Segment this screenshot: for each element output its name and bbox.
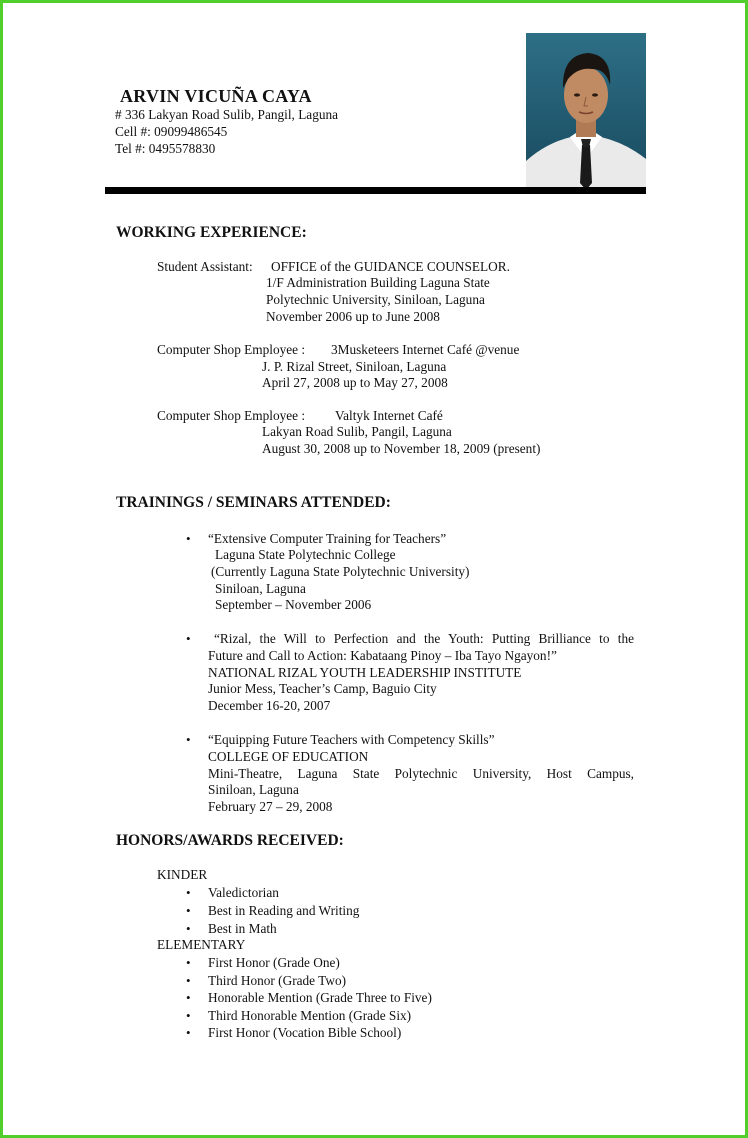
training-3-line: Mini-Theatre, Laguna State Polytechnic University, Host Campus, bbox=[208, 766, 634, 781]
training-1-line: “Extensive Computer Training for Teachers” bbox=[208, 531, 447, 546]
honor-item: First Honor (Grade One) bbox=[208, 955, 340, 970]
portrait-photo bbox=[526, 33, 646, 190]
training-3-line: “Equipping Future Teachers with Competency Skills” bbox=[208, 732, 495, 747]
training-1-line: (Currently Laguna State Polytechnic University) bbox=[211, 564, 470, 579]
work-3-line: August 30, 2008 up to November 18, 2009 (present) bbox=[262, 441, 541, 456]
bullet-icon: • bbox=[186, 903, 191, 918]
work-1-line: November 2006 up to June 2008 bbox=[266, 309, 440, 324]
work-3-line: Valtyk Internet Café bbox=[335, 408, 443, 423]
honor-item: Third Honorable Mention (Grade Six) bbox=[208, 1008, 412, 1023]
training-2-line: December 16-20, 2007 bbox=[208, 698, 331, 713]
bullet-icon: • bbox=[186, 531, 191, 546]
training-1-line: Laguna State Polytechnic College bbox=[215, 547, 396, 562]
training-3-line: February 27 – 29, 2008 bbox=[208, 799, 333, 814]
bullet-icon: • bbox=[186, 631, 191, 646]
bullet-icon: • bbox=[186, 921, 191, 936]
work-1-line: OFFICE of the GUIDANCE COUNSELOR. bbox=[271, 259, 510, 274]
honor-level-elementary: ELEMENTARY bbox=[157, 937, 246, 952]
training-2-line: “Rizal, the Will to Perfection and the Youth: Putting Brilliance to the bbox=[214, 631, 634, 646]
address-line: # 336 Lakyan Road Sulib, Pangil, Laguna bbox=[115, 107, 339, 122]
header-rule bbox=[105, 187, 646, 194]
training-1-line: September – November 2006 bbox=[215, 597, 372, 612]
bullet-icon: • bbox=[186, 1008, 191, 1023]
honor-item: First Honor (Vocation Bible School) bbox=[208, 1025, 402, 1040]
work-3-title: Computer Shop Employee : bbox=[157, 408, 306, 423]
bullet-icon: • bbox=[186, 955, 191, 970]
cell-number: Cell #: 09099486545 bbox=[115, 124, 228, 139]
bullet-icon: • bbox=[186, 1025, 191, 1040]
training-2-line: Junior Mess, Teacher’s Camp, Baguio City bbox=[208, 681, 437, 696]
training-3-line: Siniloan, Laguna bbox=[208, 782, 299, 797]
training-3-line: COLLEGE OF EDUCATION bbox=[208, 749, 369, 764]
applicant-name: ARVIN VICUÑA CAYA bbox=[120, 86, 312, 106]
work-2-line: April 27, 2008 up to May 27, 2008 bbox=[262, 375, 448, 390]
work-2-line: 3Musketeers Internet Café @venue bbox=[331, 342, 520, 357]
work-3-line: Lakyan Road Sulib, Pangil, Laguna bbox=[262, 424, 452, 439]
trainings-heading: TRAININGS / SEMINARS ATTENDED: bbox=[116, 494, 391, 511]
bullet-icon: • bbox=[186, 973, 191, 988]
honor-level-kinder: KINDER bbox=[157, 867, 208, 882]
training-2-line: NATIONAL RIZAL YOUTH LEADERSHIP INSTITUTE bbox=[208, 665, 522, 680]
working-experience-heading: WORKING EXPERIENCE: bbox=[116, 224, 307, 241]
bullet-icon: • bbox=[186, 885, 191, 900]
training-1-line: Siniloan, Laguna bbox=[215, 581, 306, 596]
honor-item: Third Honor (Grade Two) bbox=[208, 973, 347, 988]
honor-item: Best in Math bbox=[208, 921, 277, 936]
work-2-title: Computer Shop Employee : bbox=[157, 342, 306, 357]
tel-number: Tel #: 0495578830 bbox=[115, 141, 216, 156]
bullet-icon: • bbox=[186, 732, 191, 747]
work-1-line: 1/F Administration Building Laguna State bbox=[266, 275, 490, 290]
honor-item: Best in Reading and Writing bbox=[208, 903, 360, 918]
work-1-title: Student Assistant: bbox=[157, 259, 253, 274]
honor-item: Valedictorian bbox=[208, 885, 279, 900]
work-2-line: J. P. Rizal Street, Siniloan, Laguna bbox=[262, 359, 447, 374]
honors-heading: HONORS/AWARDS RECEIVED: bbox=[116, 832, 344, 849]
work-1-line: Polytechnic University, Siniloan, Laguna bbox=[266, 292, 485, 307]
bullet-icon: • bbox=[186, 990, 191, 1005]
training-2-line: Future and Call to Action: Kabataang Pinoy – Iba Tayo Ngayon!” bbox=[208, 648, 557, 663]
honor-item: Honorable Mention (Grade Three to Five) bbox=[208, 990, 432, 1005]
